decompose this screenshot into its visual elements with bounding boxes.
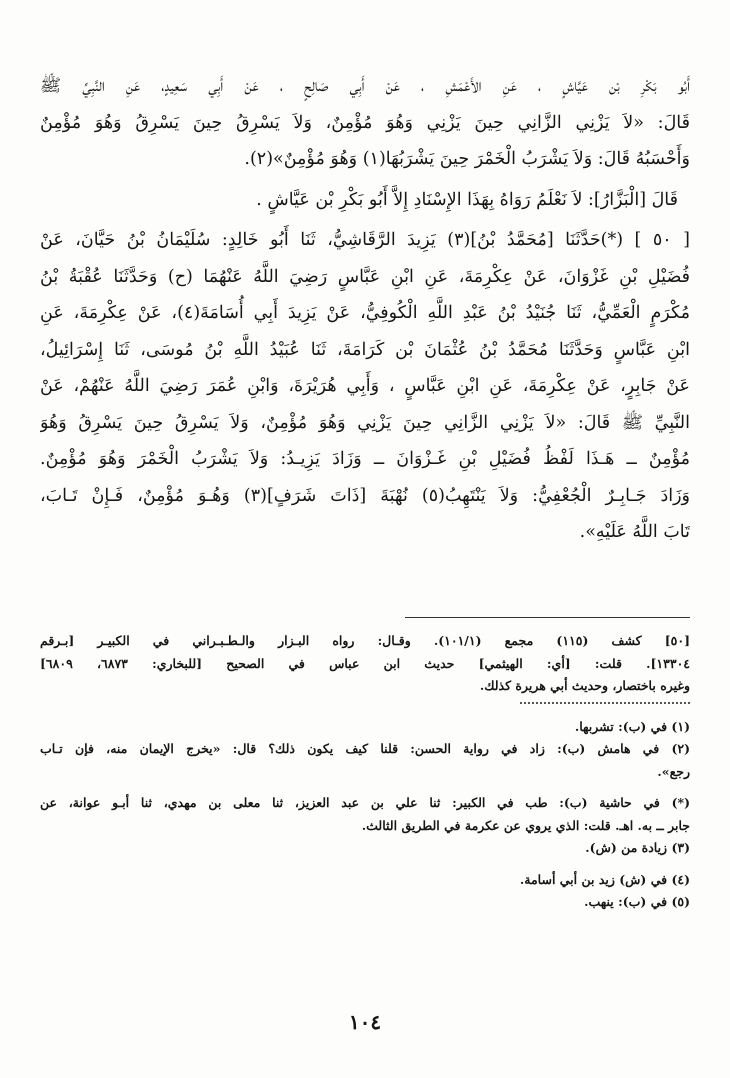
footnotes (40, 630, 690, 914)
footnote-3: (٣) زيادة من (ش). (585, 840, 690, 855)
bazzar-comment: قَالَ [الْبَزَّارُ]: لاَ نَعْلَمُ رَوَاهُ بِهَذَا الإِسْنَادِ إِلاَّ أَبُو بَكْرِ بْن عَيَّاشٍ . (256, 189, 678, 210)
text-line: قَالَ: «لاَ يَزْنِي الزَّانِي حِينَ يَزْنِي وَهُوَ مُؤْمِنٌ، وَلاَ يَسْرِقُ حِينَ يَسْرِقُ وَهُوَ مُؤْمِنٌ (40, 112, 690, 133)
footnote-star-cont: جابر ــ به. اهـ. قلت: الذي يروي عن عكرمة في الطريق الثالث. (361, 817, 690, 833)
text-line: أَبُو بَكْرِ بْن عَيَّاشٍ ، عَنِ الأَعْمَشِ ، عَنْ أَبِي صَالِحٍ ، عَنْ أَبِي سَعِيدٍ، عَنِ النَّبِيِّ ﷺ (40, 76, 690, 96)
footnote-5: (٥) في (ب): ينهب. (584, 894, 690, 909)
text-line: فُضَيْلِ بْنِ غَزْوَانَ، عَنْ عِكْرِمَةَ، عَنِ ابْنِ عَبَّاسٍ رَضِيَ اللَّهُ عَنْهُمَا (ح) وَحَدَّثَنَا عُقْبَةُ بْنُ (40, 266, 690, 287)
footnote-separator (405, 617, 690, 618)
footnote-star: (*) في حاشية (ب): طب في الكبير: ثنا علي بن عبد العزيز، ثنا معلى بن مهدي، ثنا أبـو عوانة، عن (40, 795, 690, 810)
footnote-1: (١) في (ب): تشربها. (574, 718, 690, 734)
takhrij-line: ١٣٣٠٤]. قلت: [أي: الهيثمي] حديث ابن عباس في الصحيح [للبخاري: ٦٨٧٣، ٦٨٠٩] (40, 655, 690, 671)
text-line: النَّبِيِّ ﷺ قَالَ: «لاَ يَزْنِي الزَّانِي حِينَ يَزْنِي وَهُوَ مُؤْمِنٌ، وَلاَ يَسْرِقُ حِينَ يَسْرِقُ وَهُوَ (40, 412, 690, 433)
footnote-2-cont: رجع». (657, 763, 690, 779)
text-line: مُكْرَمٍ الْعَمِّيُّ، ثَنَا جُنَيْدُ بْنُ عَبْدِ اللَّهِ الْكُوفِيُّ، عَنْ يَزِيدَ أَبِي أُسَامَةَ(٤)، عَنْ عِكْرِمَةَ، عَنِ (40, 303, 690, 323)
page-number: ١٠٤ (348, 1010, 382, 1034)
footnote-4: (٤) في (ش) زيد بن أبي أسامة. (519, 871, 690, 887)
text-line: تَابَ اللَّهُ عَلَيْهِ». (579, 522, 690, 542)
text-line: عَنْ جَابِرٍ، عَنْ عِكْرِمَةَ، عَنِ ابْنِ عَبَّاسٍ ، وَأَبِي هُرَيْرَةَ، وَابْنِ عُمَرَ رَضِيَ اللَّهُ عَنْهُمْ، عَنْ (40, 376, 690, 396)
text-line: ابْنِ عَبَّاسٍ وَحَدَّثَنَا مُحَمَّدُ بْنُ عُثْمَانَ بْن كَرَامَةَ، ثَنَا عُبَيْدُ اللَّهِ بْنُ مُوسَى، ثَنَا إِسْرَائِيلُ، (40, 339, 690, 360)
hadith-50-start: [ ٥٠ ] (*)حَدَّثَنَا [مُحَمَّدُ بْنُ](٣) يَزِيدَ الرَّقَاشِيُّ، ثَنَا أَبُو خَالِدٍ: سُلَيْمَانُ بْنُ حَيَّانَ، عَنْ (40, 230, 690, 250)
dotted-separator (520, 702, 690, 710)
footnote-2: (٢) في هامش (ب): زاد في رواية الحسن: قلنا كيف يكون ذلك؟ قال: «يخرج الإيمان منه، فإن تـاب (40, 741, 690, 756)
text-line: وَزَادَ جَـابِـرٌ الْجُعْفِيُّ: وَلاَ يَنْتَهِبُ(٥) نُهْبَةَ [ذَاتَ شَرَفٍ](٣) وَهُـوَ مُؤْمِنٌ، فَـإِنْ تَـابَ، (40, 485, 690, 506)
takhrij-line: [٥٠] كشف (١١٥) مجمع (١٠١/١). وقـال: رواه البـزار والـطـبـراني في الكبيـر [بـرقم (40, 633, 690, 648)
text-line: مُؤْمِنٌ ــ هَـذَا لَفْظُ فُضَيْلِ بْنِ غَـزْوَانَ ــ وَزَادَ يَزِيـدُ: وَلاَ يَشْرَبُ الْخَمْرَ وَهُوَ مُؤْمِنٌ. (40, 449, 690, 469)
hadith-text (40, 68, 690, 551)
text-line: وَأَحْسَبُهُ قَالَ: وَلاَ يَشْرَبُ الْخَمْرَ حِينَ يَشْرَبُهَا(١) وَهُوَ مُؤْمِنٌ»(٢). (244, 149, 690, 169)
takhrij-line: وغيره باختصار، وحديث أبي هريرة كذلك. (479, 678, 690, 693)
